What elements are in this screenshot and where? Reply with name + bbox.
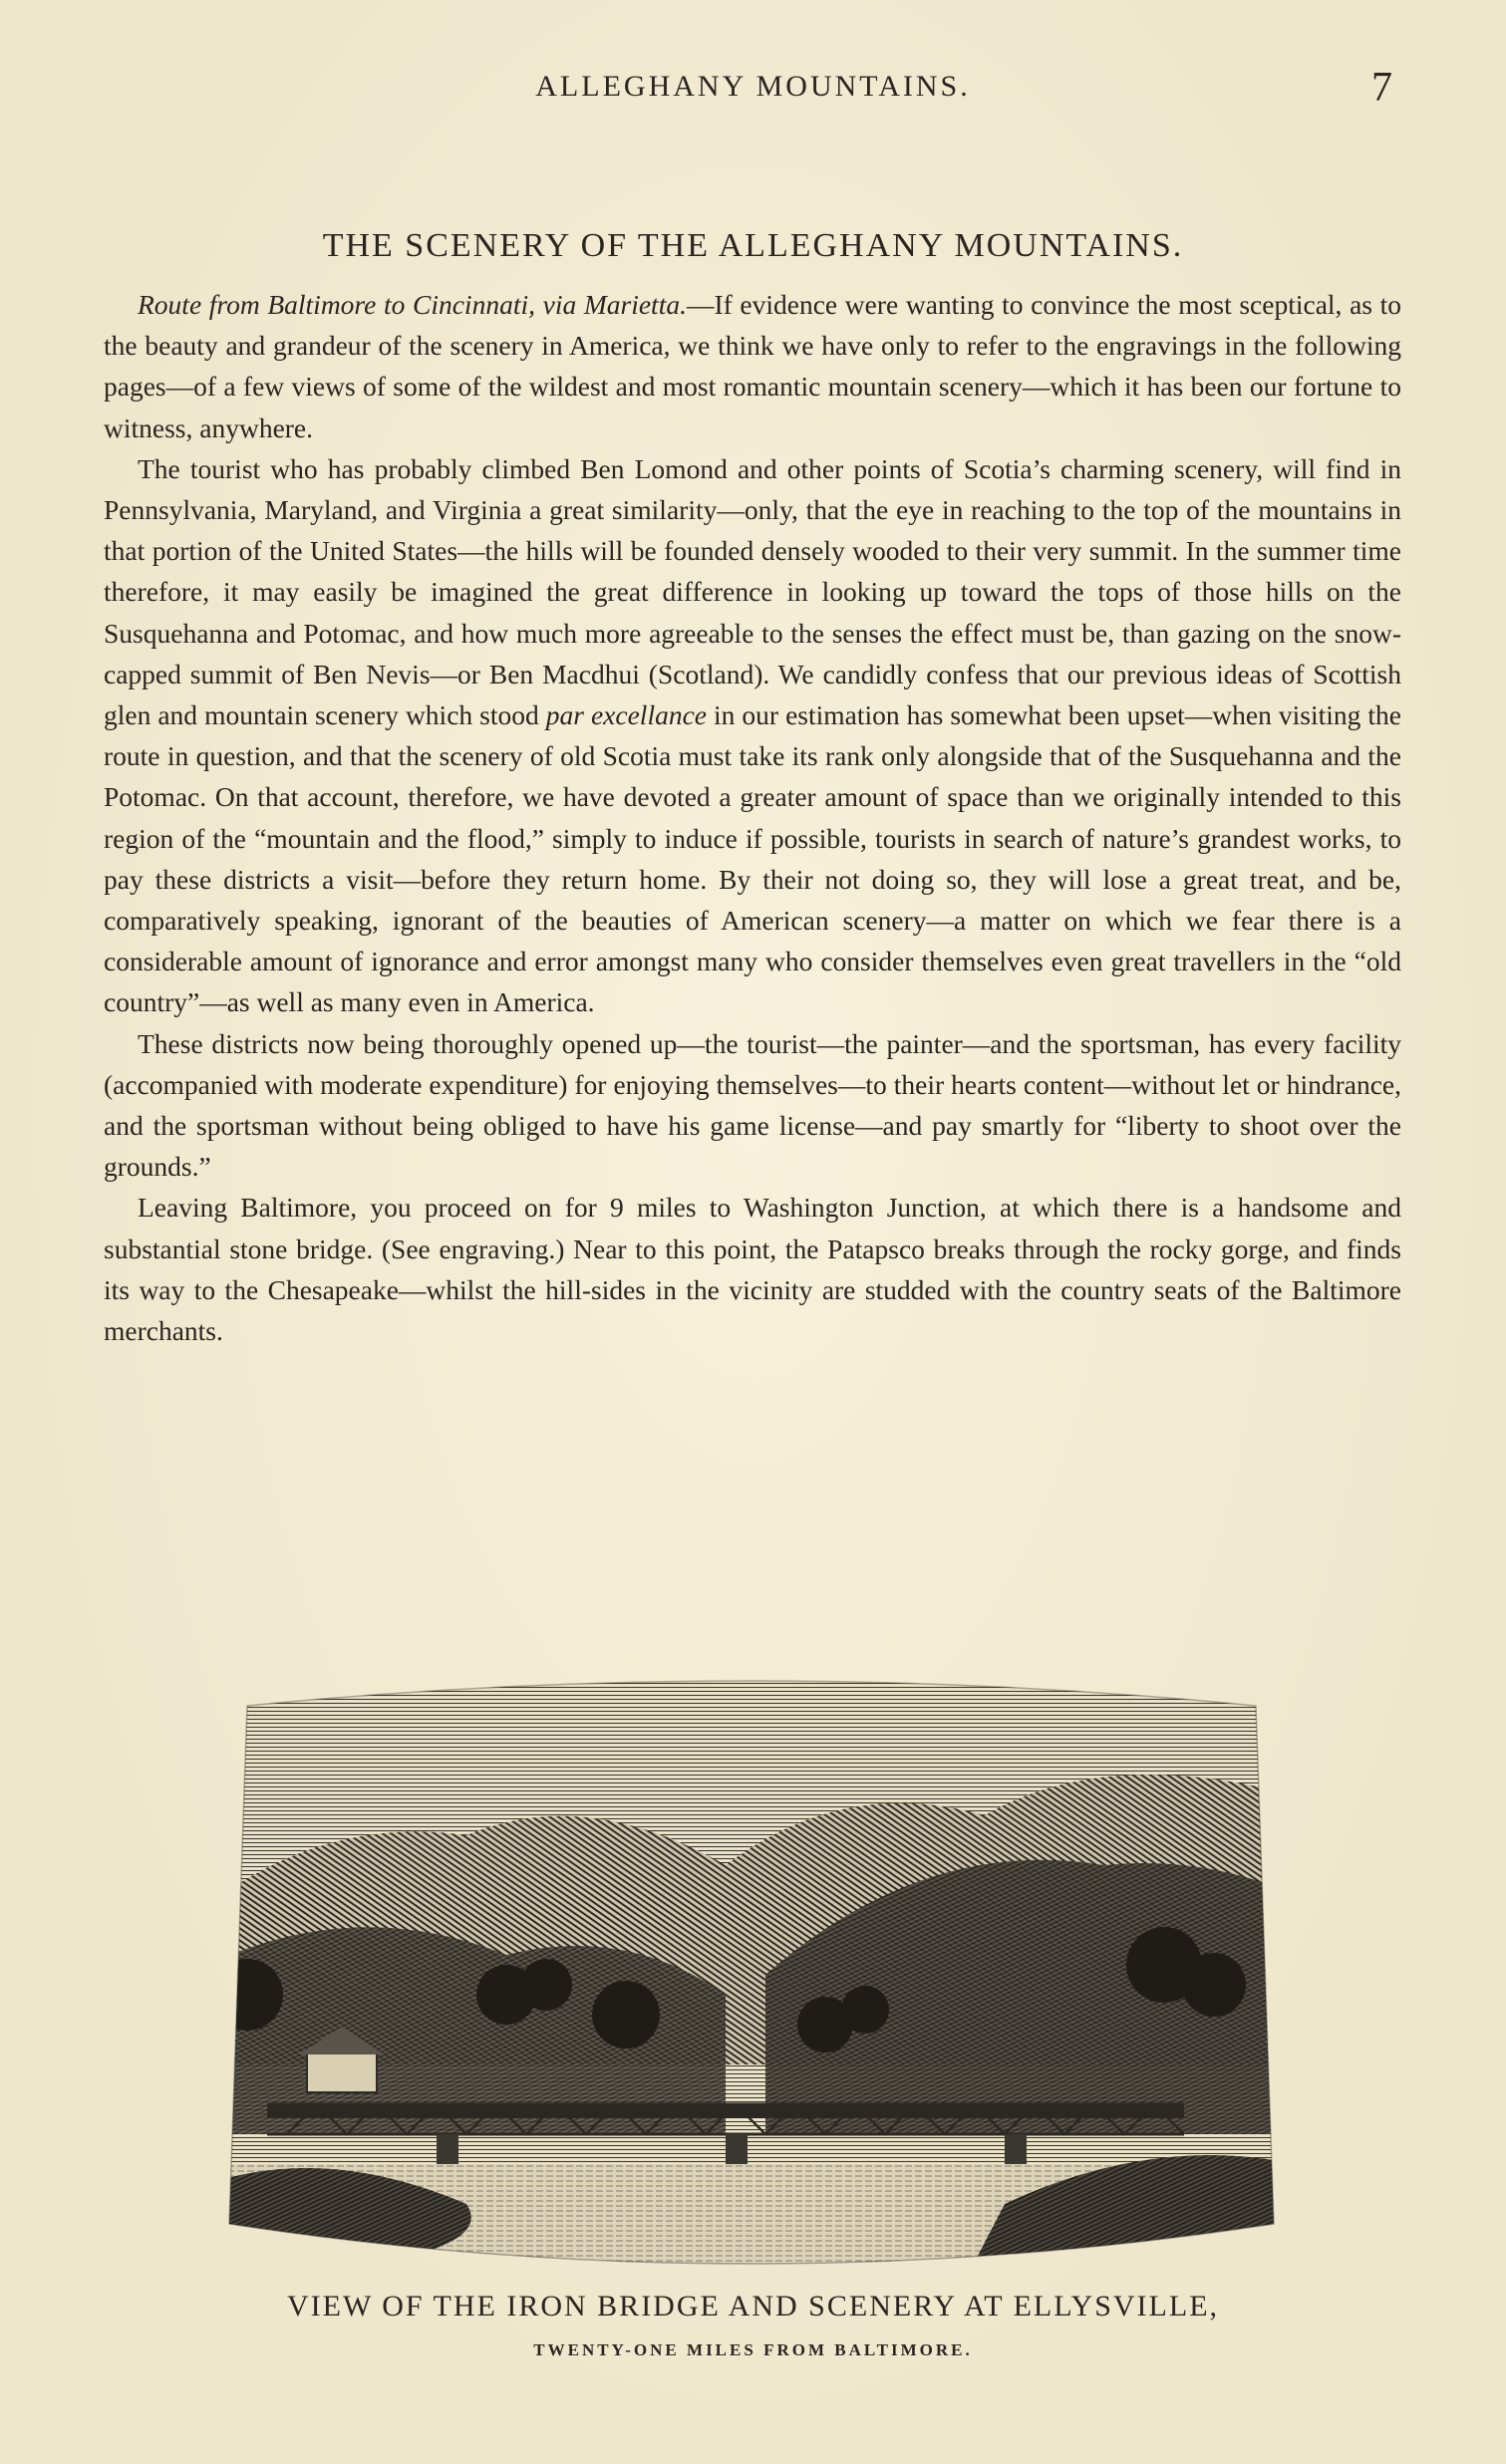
paragraph-2-text-a: The tourist who has probably climbed Ben Lomond and other points of Scotia’s charming scenery, will find in Pennsylvania, Maryland, and Virginia a great similarity—only, that the eye in reaching to the top of the mountains in that portion of the United States—the hills will be founded densely wooded to their very summit. In the summer time therefore, it may easily be imagined the great difference in looking up toward the tops of those hills on the Susquehanna and Potomac, and how much more agreeable to the senses the effect must be, than gazing on the snow-capped summit of Ben Nevis—or Ben Macdhui (Scotland). We candidly confess that our previous ideas of Scottish glen and mountain scenery which stood [104,452,1401,731]
article-body [104,284,1401,1351]
paragraph-3-text: These districts now being thoroughly opened up—the tourist—the painter—and the sportsman, has every facility (accompanied with moderate expenditure) for enjoying themselves—to their hearts content—without let or hindrance, and the sportsman without being obliged to have his game license—and pay smartly for “liberty to shoot over the grounds.” [104,1027,1401,1183]
paragraph-3 [104,1023,1401,1188]
paragraph-4-text: Leaving Baltimore, you proceed on for 9 miles to Washington Junction, at which there is a handsome and substantial stone bridge. (See engraving.) Near to this point, the Patapsco breaks through the rocky gorge, and finds its way to the Chesapeake—whilst the hill-sides in the vicinity are studded with the country seats of the Baltimore merchants. [104,1192,1401,1347]
running-header: ALLEGHANY MOUNTAINS. [535,70,971,103]
paragraph-4 [104,1187,1401,1351]
route-heading: Route from Baltimore to Cincinnati, via Marietta. [138,289,687,320]
paragraph-1 [104,284,1401,448]
paragraph-2-italic: par excellance [545,699,707,731]
engraving-iron-bridge [207,1666,1296,2281]
article-title: THE SCENERY OF THE ALLEGHANY MOUNTAINS. [322,227,1184,264]
paragraph-1-text: —If evidence were wanting to convince the most sceptical, as to the beauty and grandeur of the scenery in America, we think we have only to refer to the engravings in the following pages—of a few views of some of the wildest and most romantic mountain scenery—which it has been our fortune to witness, anywhere. [104,289,1402,443]
paragraph-2 [104,448,1401,1023]
page-number: 7 [1371,65,1392,111]
paragraph-2-text-b: in our estimation has somewhat been upset—when visiting the route in question, and that the scenery of old Scotia must take its rank only alongside that of the Susquehanna and the Potomac. On that account, therefore, we have devoted a greater amount of space than we originally intended to this region of the “mountain and the flood,” simply to induce if possible, tourists in search of nature’s grandest works, to pay these districts a visit—before they return home. By their not doing so, they will lose a great treat, and be, comparatively speaking, ignorant of the beauties of American scenery—a matter on which we fear there is a considerable amount of ignorance and error amongst many who consider themselves even great travellers in the “old country”—as well as many even in America. [104,699,1401,1018]
illustration-subcaption: TWENTY-ONE MILES FROM BALTIMORE. [533,2340,973,2359]
illustration-caption: VIEW OF THE IRON BRIDGE AND SCENERY AT ELLYSVILLE, [286,2290,1220,2323]
